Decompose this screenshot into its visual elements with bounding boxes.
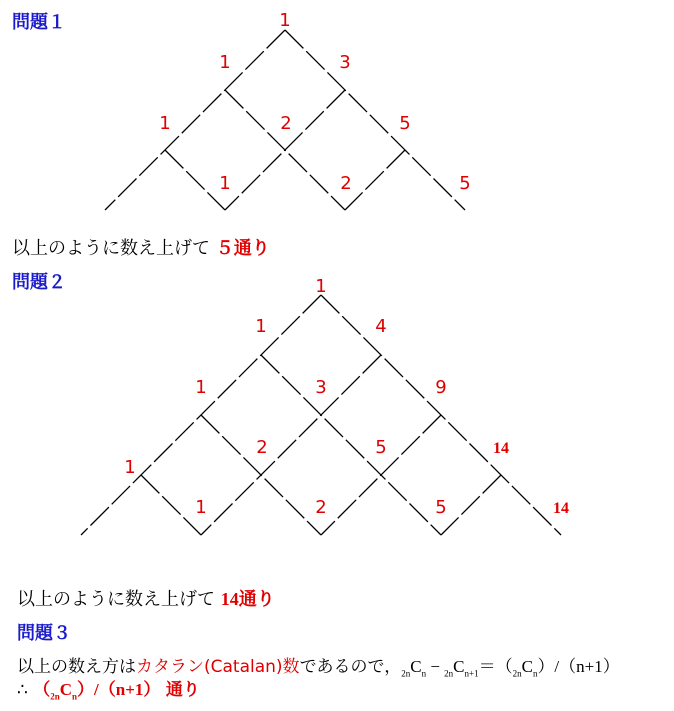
catalan-term: カタラン(Catalan)数	[136, 657, 300, 677]
label: 2	[280, 113, 292, 134]
lattice2-line	[141, 475, 201, 535]
label: 5	[399, 113, 411, 134]
label: 1	[195, 377, 207, 398]
label: 9	[435, 377, 447, 398]
lattice1-line	[165, 150, 225, 210]
answer-unit: 通り	[165, 680, 200, 700]
lattice2-line	[441, 475, 501, 535]
label: 2	[315, 497, 327, 518]
label: 1	[124, 457, 136, 478]
label: 5	[435, 497, 447, 518]
lattice2-labels	[124, 276, 569, 518]
therefore-symbol: ∴	[17, 680, 28, 700]
problem1-heading: 問題１	[12, 12, 66, 33]
lattice1-labels	[159, 10, 470, 194]
label: 1	[159, 113, 171, 134]
lattice2-line	[261, 355, 441, 535]
summary-prefix: 以上のように数え上げて	[17, 589, 215, 610]
summary-answer-num: 14	[220, 589, 239, 609]
lattice1-line	[105, 30, 285, 210]
answer-formula: $(_{2n}C_n)/(n+1)$	[33, 680, 161, 702]
summary-prefix: 以上のように数え上げて	[12, 238, 210, 259]
label: 5	[375, 437, 387, 458]
label: 14	[553, 500, 569, 517]
lattice2-line	[201, 355, 381, 535]
label: 1	[195, 497, 207, 518]
summary-answer-unit: 通り	[238, 589, 275, 610]
problem2-summary	[17, 585, 275, 611]
label: 14	[493, 440, 509, 457]
label: 2	[340, 173, 352, 194]
label: 1	[255, 316, 267, 337]
problem3-line2	[17, 675, 200, 701]
label: 2	[256, 437, 268, 458]
problem3-heading: 問題３	[17, 623, 71, 644]
lattice1-line	[345, 150, 405, 210]
summary-answer: ５通り	[215, 238, 270, 259]
line1-mid: であるので，	[299, 657, 402, 677]
label-top: 1	[279, 10, 291, 31]
label: 1	[219, 173, 231, 194]
problem1-summary	[12, 234, 270, 260]
label: 1	[219, 52, 231, 73]
problem2-heading: 問題２	[12, 272, 66, 293]
line1-prefix: 以上の数え方は	[17, 657, 136, 677]
label: 3	[339, 52, 351, 73]
formula: $_{2n}C_n - _{2n}C_{n+1}=(_{2n}C_n)/(n+1)$	[401, 657, 620, 679]
label: 4	[375, 316, 387, 337]
label: 5	[459, 173, 471, 194]
label: 3	[315, 377, 327, 398]
lattice1-line	[285, 30, 465, 210]
label-top: 1	[315, 276, 327, 297]
